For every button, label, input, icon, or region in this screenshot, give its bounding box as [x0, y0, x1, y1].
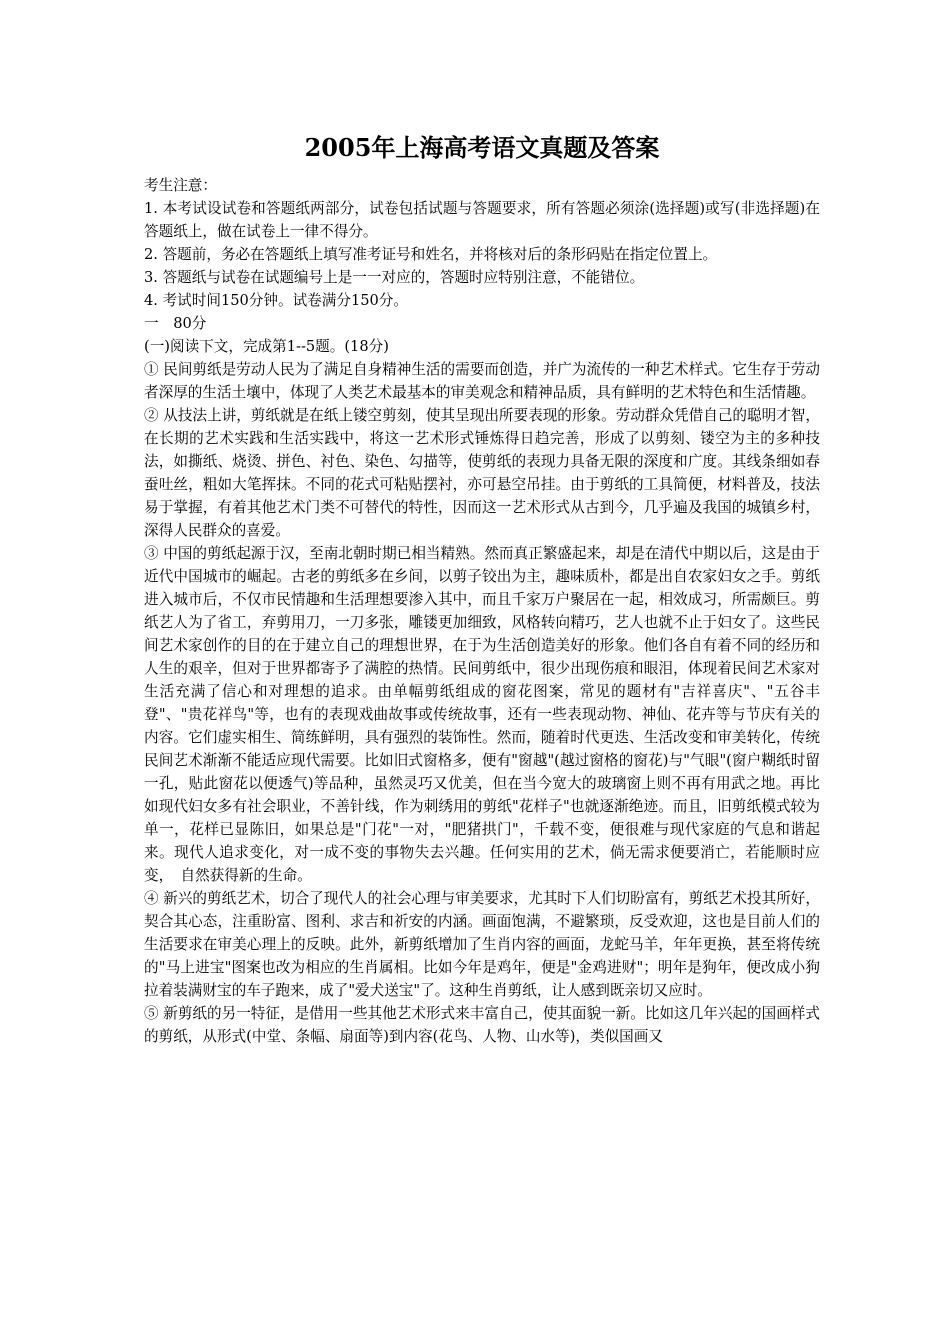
paragraph-1: ① 民间剪纸是劳动人民为了满足自身精神生活的需要而创造，并广为流传的一种艺术样式。它生存于劳动者深厚的生活土壤中，体现了人类艺术最基本的审美观念和精神品质，具有鲜明的艺术特色和生活情趣。 [144, 361, 820, 401]
paragraph-2: ② 从技法上讲，剪纸就是在纸上镂空剪刻，使其呈现出所要表现的形象。劳动群众凭借自己的聪明才智，在长期的艺术实践和生活实践中，将这一艺术形式锤炼得日趋完善，形成了以剪刻、镂空为主的多种技法，如撕纸、烧烫、拼色、衬色、染色、勾描等，使剪纸的表现力具备无限的深度和广度。其线条细如春蚕吐丝，粗如大笔挥抹。不同的花式可粘贴摆衬，亦可悬空吊挂。由于剪纸的工具简便，材料普及，技法易于掌握，有着其他艺术门类不可替代的特性，因而这一艺术形式从古到今，几乎遍及我国的城镇乡村，深得人民群众的喜爱。 [144, 407, 820, 539]
paragraph-5: ⑤ 新剪纸的另一特征，是借用一些其他艺术形式来丰富自己，使其面貌一新。比如这几年兴起的国画样式的剪纸，从形式(中堂、条幅、扇面等)到内容(花鸟、人物、山水等)，类似国画又 [144, 1005, 820, 1045]
notice-item-3: 3. 答题纸与试卷在试题编号上是一一对应的，答题时应特别注意，不能错位。 [144, 269, 645, 286]
section-heading: 一 80分 [144, 315, 207, 332]
paragraph-3: ③ 中国的剪纸起源于汉，至南北朝时期已相当精熟。然而真正繁盛起来，却是在清代中期以后，这是由于近代中国城市的崛起。古老的剪纸多在乡间，以剪子铰出为主，趣味质朴，都是出自农家妇女之手。剪纸进入城市后，不仅市民情趣和生活理想要渗入其中，而且千家万户聚居在一起，相效成习，所需颇巨。剪纸艺人为了省工，弃剪用刀，一刀多张，雕镂更加细致，风格转向精巧，艺人也就不止于妇女了。这些民间艺术家创作的目的在于建立自己的理想世界，在于为生活创造美好的形象。他们各自有着不同的经历和人生的艰辛，但对于世界都寄予了满腔的热情。民间剪纸中，很少出现伤痕和眼泪，体现着民间艺术家对生活充满了信心和对理想的追求。由单幅剪纸组成的窗花图案，常见的题材有"吉祥喜庆"、"五谷丰登"、"贵花祥鸟"等，也有的表现戏曲故事或传统故事，还有一些表现动物、神仙、花卉等与节庆有关的内容。它们虚实相生、简练鲜明，具有强烈的装饰性。然而，随着时代更迭、生活改变和审美转化，传统民间艺术渐渐不能适应现代需要。比如旧式窗格多，便有"窗越"(越过窗格的窗花)与"气眼"(窗户糊纸时留一孔，贴此窗花以便透气)等品种，虽然灵巧又优美，但在当今宽大的玻璃窗上则不再有用武之地。再比如现代妇女多有社会职业，不善针线，作为刺绣用的剪纸"花样子"也就逐渐绝迹。而且，旧剪纸模式较为单一，花样已显陈旧，如果总是"门花"一对，"肥猪拱门"，千载不变，便很难与现代家庭的气息和谐起来。现代人追求变化，对一成不变的事物失去兴趣。任何实用的艺术，倘无需求便要消亡，若能顺时应变， 自然获得新的生命。 [144, 545, 820, 884]
reading-heading: (一)阅读下文，完成第1--5题。(18分) [144, 338, 389, 355]
notice-item-4: 4. 考试时间150分钟。试卷满分150分。 [144, 292, 408, 309]
notice-heading: 考生注意： [144, 177, 217, 194]
notice-item-1: 1. 本考试设试卷和答题纸两部分，试卷包括试题与答题要求，所有答题必须涂(选择题)或写(非选择题)在答题纸上，做在试卷上一律不得分。 [144, 200, 820, 240]
document-page [144, 128, 820, 1048]
document-title: 2005年上海高考语文真题及答案 [304, 133, 660, 162]
paragraph-4: ④ 新兴的剪纸艺术，切合了现代人的社会心理与审美要求，尤其时下人们切盼富有，剪纸艺术投其所好，契合其心态，注重盼富、图利、求吉和祈安的内涵。画面饱满，不避繁琐，反受欢迎，这也是目前人们的生活要求在审美心理上的反映。此外，新剪纸增加了生肖内容的画面，龙蛇马羊，年年更换，甚至将传统的"马上进宝"图案也改为相应的生肖属相。比如今年是鸡年，便是"金鸡进财"；明年是狗年，便改成小狗拉着装满财宝的车子跑来，成了"爱犬送宝"了。这种生肖剪纸，让人感到既亲切又应时。 [144, 890, 820, 999]
notice-item-2: 2. 答题前，务必在答题纸上填写准考证号和姓名，并将核对后的条形码贴在指定位置上。 [144, 246, 718, 263]
